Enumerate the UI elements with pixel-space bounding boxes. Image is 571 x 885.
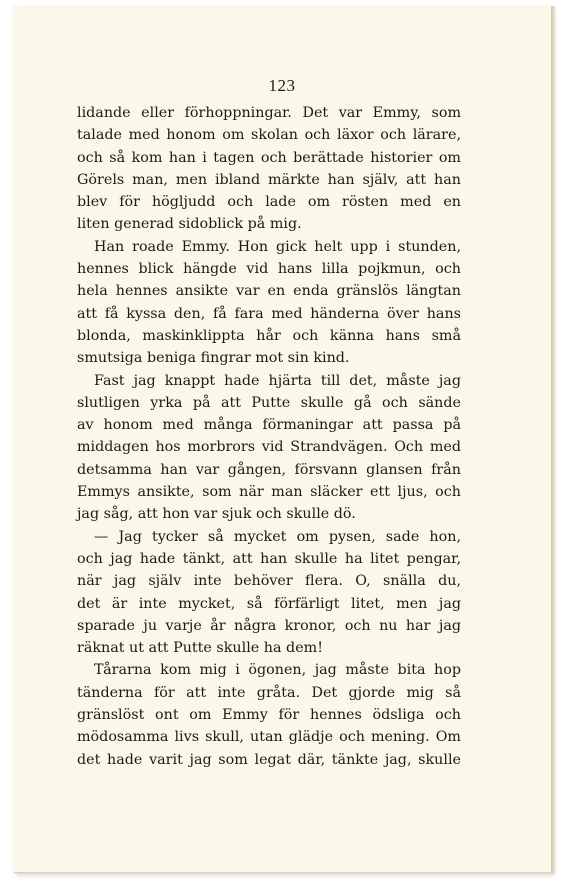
text-line: liten generad sidoblick på mig.: [77, 216, 302, 233]
text-line: Görels man, men ibland märkte han själv, att han: [77, 171, 461, 188]
page-number: 123: [268, 76, 296, 95]
text-line: jag såg, att hon var sjuk och skulle dö.: [77, 506, 356, 523]
text-line: att få kyssa den, få fara med händerna över hans: [77, 305, 461, 322]
text-line: blonda, maskinklippta hår och känna hans små: [77, 327, 461, 344]
text-line: tänderna för att inte gråta. Det gjorde mig så: [77, 684, 461, 701]
text-line: gränslöst ont om Emmy för hennes ödsliga och: [77, 707, 461, 724]
text-line: lidande eller förhoppningar. Det var Emmy, som: [77, 105, 461, 121]
text-line: hennes blick hängde vid hans lilla pojkmun, och: [77, 261, 461, 278]
text-line: mödosamma livs skull, utan glädje och mening. Om: [77, 729, 461, 746]
text-line: hela hennes ansikte var en enda gränslös längtan: [77, 283, 461, 300]
body-text: [77, 102, 461, 771]
text-line: blev för högljudd och lade om rösten med en: [77, 194, 461, 211]
text-line: när jag själv inte behöver flera. O, snälla du,: [77, 573, 461, 590]
text-line: Tårarna kom mig i ögonen, jag måste bita hop: [94, 662, 461, 679]
text-line: talade med honom om skolan och läxor och lärare,: [77, 127, 461, 144]
text-line: detsamma han var gången, försvann glansen från: [77, 461, 461, 478]
text-line: Han roade Emmy. Hon gick helt upp i stunden,: [94, 238, 461, 255]
text-line: räknat ut att Putte skulle ha dem!: [77, 640, 323, 657]
page-edge: [551, 6, 555, 874]
book-page: [13, 6, 551, 872]
text-line: middagen hos morbrors vid Strandvägen. Och med: [77, 439, 461, 456]
text-line: smutsiga beniga fingrar mot sin kind.: [77, 350, 350, 367]
text-line: sparade ju varje år några kronor, och nu har jag: [77, 617, 461, 634]
text-line: Emmys ansikte, som när man släcker ett ljus, och: [77, 484, 461, 501]
text-line: det är inte mycket, så förfärligt litet, men jag: [77, 595, 461, 612]
text-line: av honom med många förmaningar att passa på: [77, 417, 461, 434]
text-line: — Jag tycker så mycket om pysen, sade hon,: [94, 528, 461, 545]
text-line: och så kom han i tagen och berättade historier om: [77, 149, 461, 166]
text-line: och jag hade tänkt, att han skulle ha litet pengar,: [77, 550, 461, 567]
text-line: Fast jag knappt hade hjärta till det, måste jag: [94, 372, 461, 389]
text-line: slutligen yrka på att Putte skulle gå och sände: [77, 394, 461, 411]
text-line: det hade varit jag som legat där, tänkte jag, skulle: [77, 751, 461, 768]
